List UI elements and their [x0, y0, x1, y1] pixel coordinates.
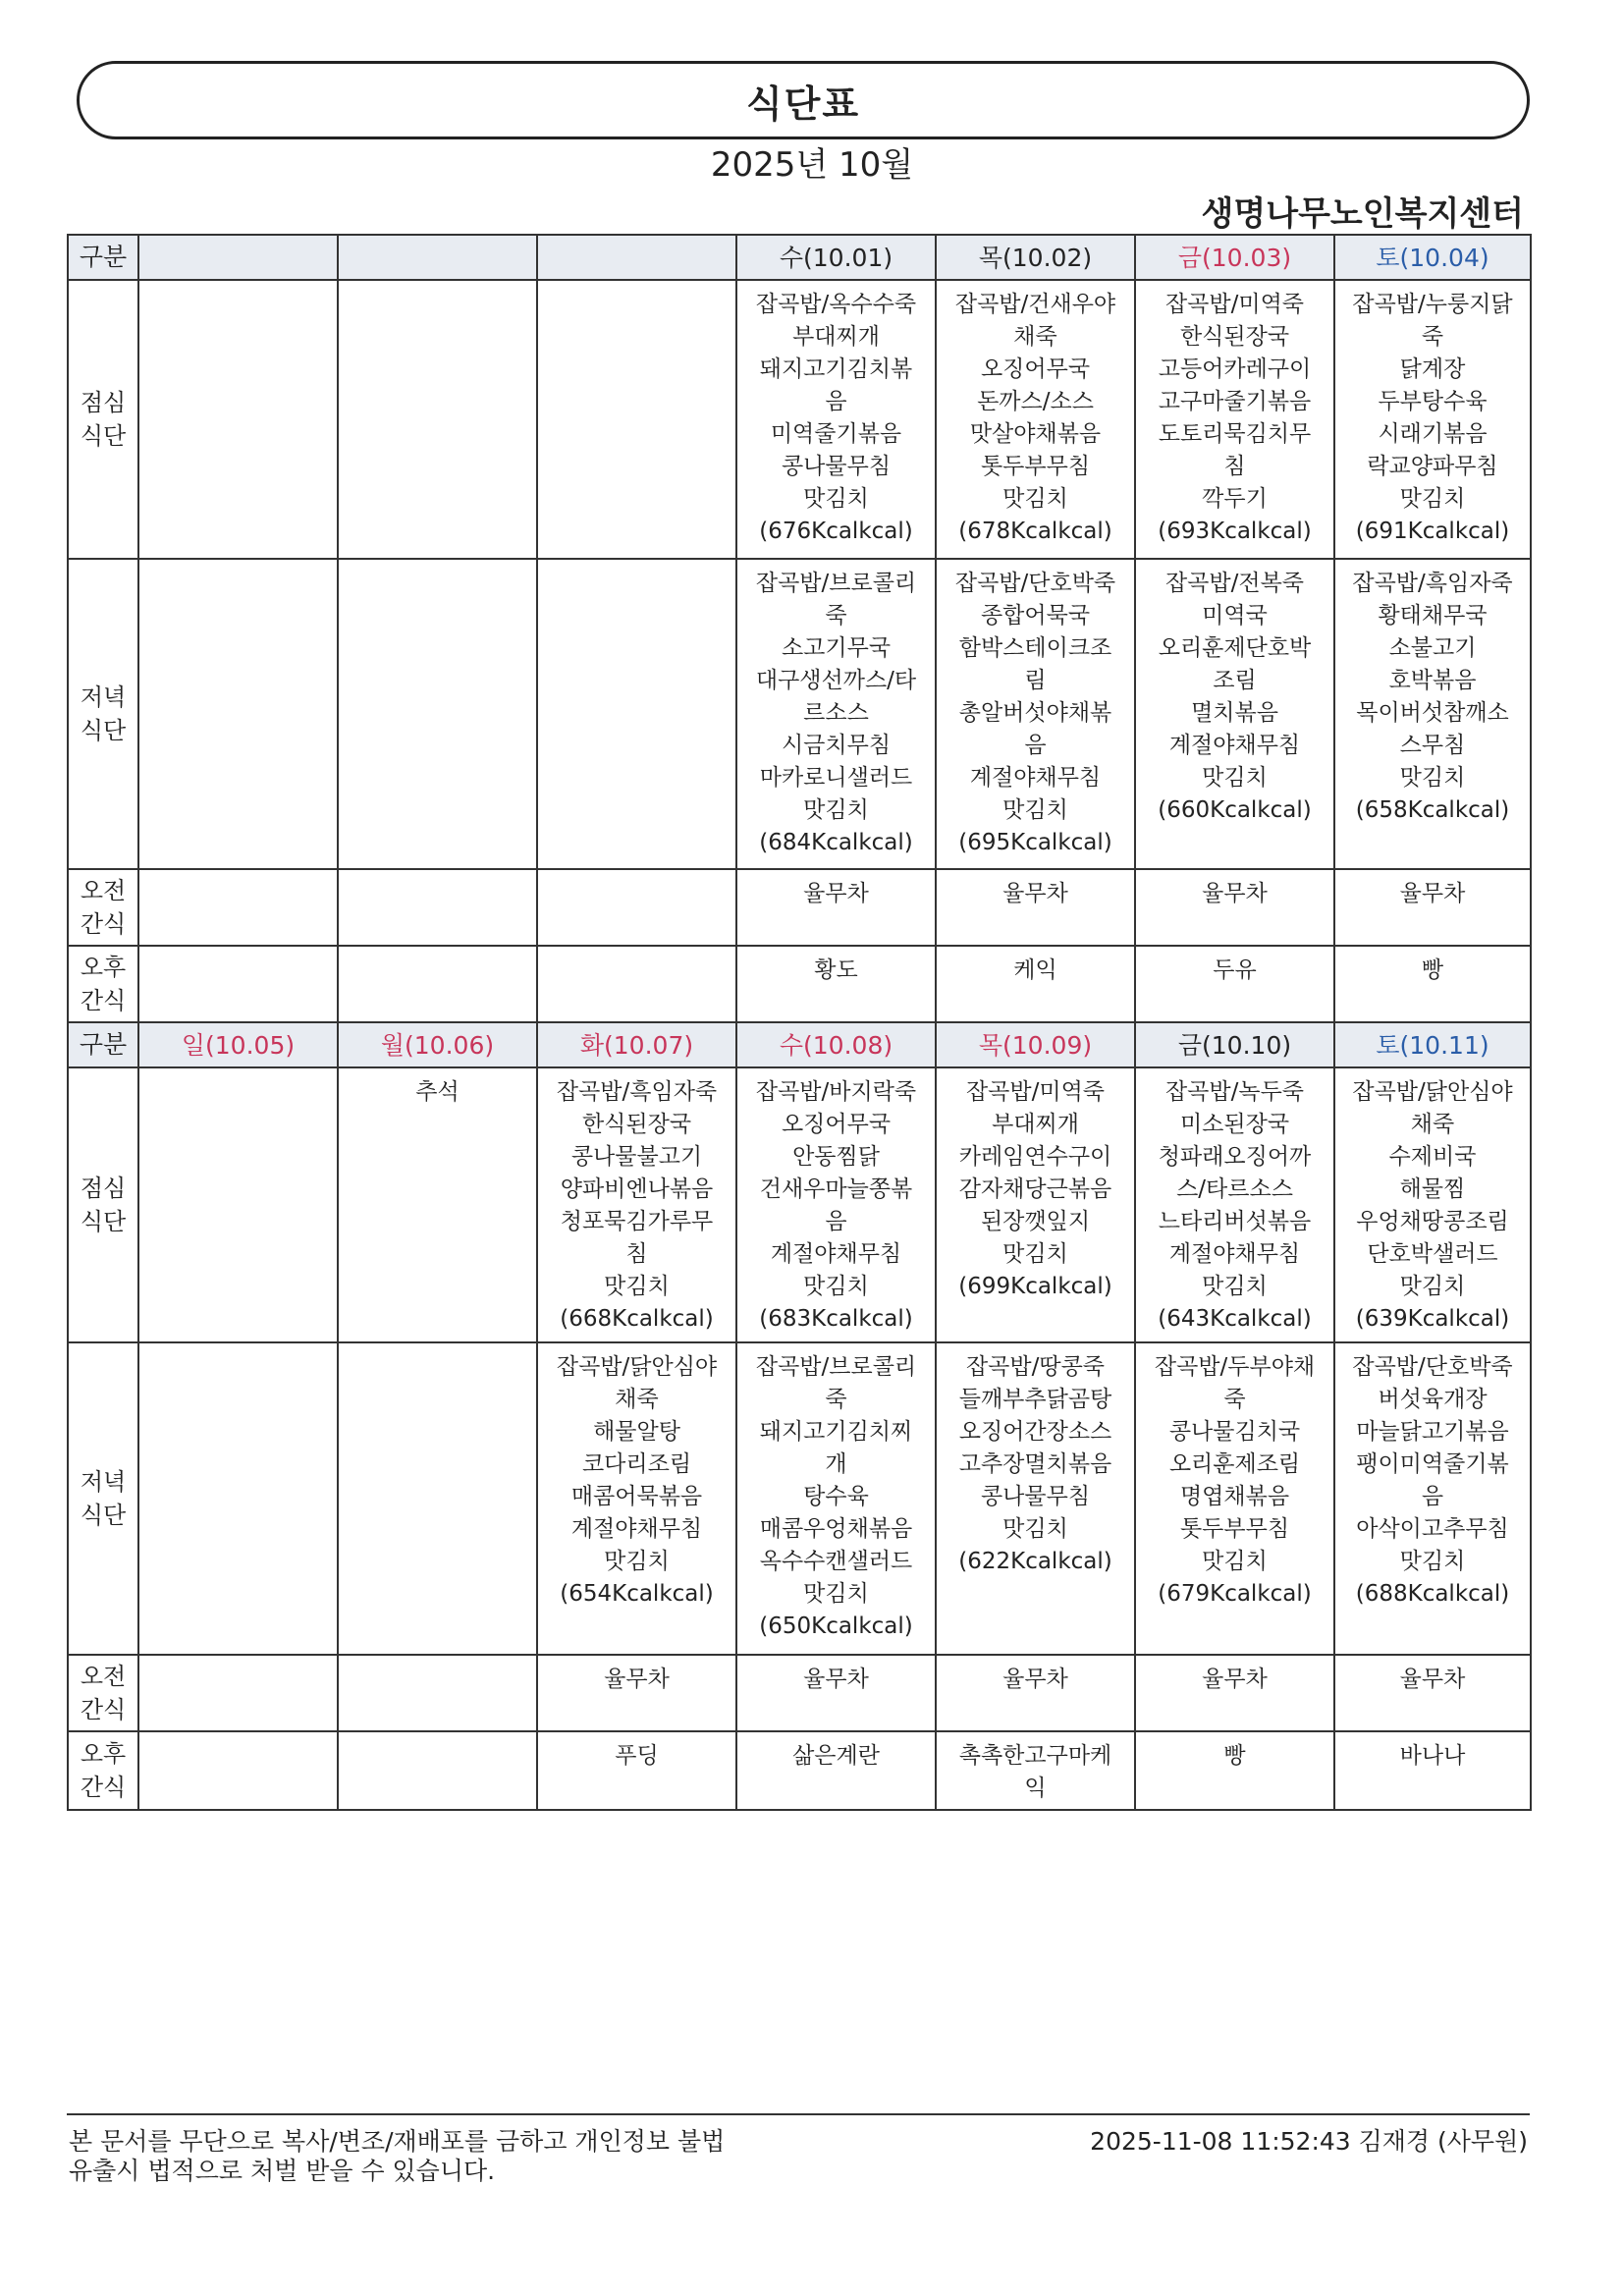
menu-item: 잡곡밥/미역죽 [1164, 292, 1305, 317]
menu-item: 잡곡밥/닭안심야 [556, 1354, 718, 1380]
menu-item: (679Kcalkcal) [1158, 1581, 1312, 1607]
menu-item: 계절야채무침 [570, 1516, 703, 1542]
menu-item: 된장깻잎지 [980, 1209, 1091, 1234]
menu-item: 청파래오징어까 [1158, 1144, 1312, 1170]
dinner-cell [537, 1342, 736, 1655]
menu-item: 시래기볶음 [1378, 421, 1488, 447]
menu-item: 맛김치 [803, 1274, 869, 1299]
menu-item: 르소스 [803, 700, 869, 726]
menu-item: 침 [625, 1241, 648, 1267]
menu-item: (693Kcalkcal) [1158, 519, 1312, 544]
menu-item: 맛김치 [1002, 797, 1068, 823]
menu-item: 케익 [1013, 957, 1057, 983]
menu-item: 버섯육개장 [1378, 1387, 1488, 1412]
menu-item: 맛김치 [1399, 765, 1466, 791]
menu-item: 고등어카레구이 [1158, 356, 1312, 382]
menu-item: 미역줄기볶음 [770, 421, 902, 447]
menu-item: 함박스테이크조 [958, 635, 1112, 661]
menu-item: 죽 [825, 1387, 847, 1412]
menu-item: 맛김치 [604, 1274, 670, 1299]
day-header-row [68, 1022, 1531, 1067]
menu-item: 잡곡밥/단호박죽 [1352, 1354, 1513, 1380]
am-snack-label-text: 간식 [80, 910, 127, 938]
dinner-row [68, 559, 1531, 869]
menu-item: 빵 [1223, 1743, 1246, 1769]
dinner-cell [338, 1342, 537, 1655]
footer-notice-line1: 본 문서를 무단으로 복사/변조/재배포를 금하고 개인정보 불법 [69, 2127, 726, 2156]
menu-item: 도토리묵김치무 [1158, 421, 1312, 447]
menu-item: (684Kcalkcal) [759, 830, 913, 855]
footer-printed-info: 2025-11-08 11:52:43 김재경 (사무원) [1090, 2127, 1528, 2156]
menu-item: 죽 [825, 603, 847, 629]
menu-item: (688Kcalkcal) [1355, 1581, 1510, 1607]
menu-table [67, 234, 1532, 1811]
menu-item: 맛김치 [1399, 1549, 1466, 1574]
menu-item: 마카로니샐러드 [759, 765, 913, 791]
menu-item: 맛살야채볶음 [969, 421, 1102, 447]
pm-snack-label [68, 1731, 138, 1810]
day-header: 월(10.06) [338, 1022, 537, 1067]
day-header: 토(10.11) [1334, 1022, 1531, 1067]
day-header: 수(10.01) [736, 235, 936, 280]
menu-item: 삶은계란 [792, 1743, 880, 1769]
am-snack-cell: 율무차 [736, 1655, 936, 1731]
lunch-label [68, 1067, 138, 1342]
am-snack-cell: 율무차 [1334, 1655, 1531, 1731]
menu-item: 부대찌개 [992, 1112, 1079, 1137]
menu-item: 채죽 [615, 1387, 659, 1412]
dinner-cell [936, 559, 1135, 869]
menu-item: 들깨부추닭곰탕 [958, 1387, 1112, 1412]
dinner-cell [1135, 1342, 1334, 1655]
menu-item: 톳두부무침 [980, 454, 1091, 479]
pm-snack-cell [338, 1731, 537, 1810]
menu-item: (654Kcalkcal) [560, 1581, 714, 1607]
am-snack-cell: 율무차 [936, 1655, 1135, 1731]
menu-item: 음 [825, 389, 847, 414]
menu-item: 잡곡밥/두부야채 [1154, 1354, 1316, 1380]
menu-item: 우엉채땅콩조림 [1356, 1209, 1509, 1234]
menu-item: 목이버섯참깨소 [1356, 700, 1509, 726]
am-snack-row [68, 869, 1531, 946]
menu-item: 미역국 [1202, 603, 1268, 629]
dinner-label-text: 저녁 [80, 1468, 127, 1496]
pm-snack-cell [138, 946, 338, 1022]
menu-item: 대구생선까스/타 [755, 668, 917, 693]
menu-item: 촉촉한고구마케 [958, 1743, 1112, 1769]
menu-item: 죽 [1421, 324, 1444, 350]
pm-snack-cell [1135, 946, 1334, 1022]
dinner-cell [936, 1342, 1135, 1655]
day-header: 금(10.03) [1135, 235, 1334, 280]
menu-item: 카레임연수구이 [958, 1144, 1112, 1170]
lunch-cell [338, 280, 537, 559]
am-snack-cell: 율무차 [1135, 869, 1334, 946]
menu-item: 호박볶음 [1388, 668, 1477, 693]
menu-item: 잡곡밥/흑임자죽 [1352, 571, 1513, 596]
dinner-cell [736, 1342, 936, 1655]
am-snack-label-text: 오전 [80, 1663, 127, 1690]
lunch-cell [1135, 280, 1334, 559]
am-snack-cell: 율무차 [736, 869, 936, 946]
menu-item: 맛김치 [1002, 1241, 1068, 1267]
am-snack-cell [338, 869, 537, 946]
pm-snack-label-text: 오후 [80, 1740, 127, 1768]
menu-item: 수제비국 [1388, 1144, 1477, 1170]
lunch-cell [936, 280, 1135, 559]
day-header: 금(10.10) [1135, 1022, 1334, 1067]
lunch-cell [338, 1067, 537, 1342]
pm-snack-cell [1334, 1731, 1531, 1810]
am-snack-label-text: 간식 [80, 1696, 127, 1723]
day-header [138, 235, 338, 280]
menu-item: 깍두기 [1202, 486, 1268, 512]
menu-item: 황도 [814, 957, 858, 983]
menu-item: 계절야채무침 [1168, 733, 1301, 758]
day-header: 일(10.05) [138, 1022, 338, 1067]
menu-item: 닭계장 [1399, 356, 1466, 382]
pm-snack-label [68, 946, 138, 1022]
menu-item: 명엽채볶음 [1179, 1484, 1290, 1509]
menu-item: 익 [1024, 1776, 1047, 1801]
dinner-cell [338, 559, 537, 869]
am-snack-cell [138, 869, 338, 946]
am-snack-cell [138, 1655, 338, 1731]
menu-item: 락교양파무침 [1367, 454, 1498, 479]
dinner-label-text: 식단 [80, 717, 127, 744]
lunch-cell [1135, 1067, 1334, 1342]
lunch-row [68, 280, 1531, 559]
pm-snack-cell [736, 946, 936, 1022]
pm-snack-cell [537, 946, 736, 1022]
lunch-cell [936, 1067, 1135, 1342]
menu-item: 미소된장국 [1179, 1112, 1290, 1137]
dinner-label [68, 559, 138, 869]
lunch-row [68, 1067, 1531, 1342]
pm-snack-cell [936, 1731, 1135, 1810]
menu-item: 잡곡밥/흑임자죽 [556, 1079, 718, 1105]
pm-snack-cell [537, 1731, 736, 1810]
menu-item: 두유 [1213, 957, 1257, 983]
menu-item: 맛김치 [803, 486, 869, 512]
title-box [77, 61, 1530, 139]
menu-item: 맛김치 [1002, 1516, 1068, 1542]
menu-item: (699Kcalkcal) [958, 1274, 1112, 1299]
menu-item: 매콤어묵볶음 [570, 1484, 703, 1509]
day-header: 목(10.09) [936, 1022, 1135, 1067]
menu-item: 음 [825, 1209, 847, 1234]
menu-item: 감자채당근볶음 [958, 1176, 1112, 1202]
menu-item: 빵 [1421, 957, 1444, 983]
menu-item: 잡곡밥/건새우야 [954, 292, 1116, 317]
menu-item: 오리훈제조림 [1168, 1451, 1301, 1477]
menu-item: 맛김치 [1202, 1549, 1268, 1574]
menu-item: 맛김치 [803, 797, 869, 823]
menu-item: (678Kcalkcal) [958, 519, 1112, 544]
menu-item: 잡곡밥/닭안심야 [1352, 1079, 1513, 1105]
menu-item: (691Kcalkcal) [1355, 519, 1510, 544]
menu-item: 맛김치 [1399, 486, 1466, 512]
lunch-label-text: 식단 [80, 1208, 127, 1235]
menu-item: 림 [1024, 668, 1047, 693]
menu-item: 잡곡밥/옥수수죽 [755, 292, 917, 317]
day-header-row [68, 235, 1531, 280]
pm-snack-label-text: 오후 [80, 954, 127, 981]
pm-snack-cell [936, 946, 1135, 1022]
menu-item: 양파비엔나볶음 [560, 1176, 714, 1202]
menu-item: (660Kcalkcal) [1158, 797, 1312, 823]
am-snack-label [68, 1655, 138, 1731]
menu-item: 계절야채무침 [770, 1241, 902, 1267]
menu-item: 돼지고기김치볶 [759, 356, 913, 382]
am-snack-cell [537, 869, 736, 946]
menu-item: 잡곡밥/전복죽 [1164, 571, 1305, 596]
menu-item: 돈까스/소스 [977, 389, 1094, 414]
menu-item: 해물알탕 [593, 1419, 680, 1445]
lunch-cell [1334, 280, 1531, 559]
menu-item: (668Kcalkcal) [560, 1306, 714, 1332]
menu-item: 맛김치 [604, 1549, 670, 1574]
menu-item: 계절야채무침 [1168, 1241, 1301, 1267]
lunch-cell [1334, 1067, 1531, 1342]
am-snack-cell: 율무차 [1135, 1655, 1334, 1731]
am-snack-label-text: 오전 [80, 877, 127, 904]
lunch-label-text: 점심 [80, 389, 127, 416]
menu-item: 소불고기 [1388, 635, 1477, 661]
menu-item: 아삭이고추무침 [1356, 1516, 1509, 1542]
menu-item: 바나나 [1399, 1743, 1466, 1769]
menu-item: 코다리조림 [581, 1451, 692, 1477]
dinner-label-text: 식단 [80, 1502, 127, 1529]
footer-divider [67, 2113, 1530, 2115]
lunch-label-text: 식단 [80, 422, 127, 450]
menu-item: 맛김치 [1002, 486, 1068, 512]
menu-item: 오징어무국 [781, 1112, 892, 1137]
menu-item: (683Kcalkcal) [759, 1306, 913, 1332]
pm-snack-cell [1334, 946, 1531, 1022]
pm-snack-row [68, 946, 1531, 1022]
dinner-cell [1135, 559, 1334, 869]
menu-item: 잡곡밥/단호박죽 [954, 571, 1116, 596]
menu-item: (658Kcalkcal) [1355, 797, 1510, 823]
dinner-cell [736, 559, 936, 869]
menu-item: 죽 [1223, 1387, 1246, 1412]
lunch-cell [537, 280, 736, 559]
menu-item: 단호박샐러드 [1367, 1241, 1498, 1267]
menu-item: 잡곡밥/누룽지닭 [1352, 292, 1513, 317]
menu-item: 안동찜닭 [792, 1144, 880, 1170]
menu-item: 멸치볶음 [1191, 700, 1278, 726]
dinner-cell [1334, 1342, 1531, 1655]
menu-item: 부대찌개 [792, 324, 880, 350]
menu-item: 스/타르소스 [1176, 1176, 1293, 1202]
menu-item: 청포묵김가루무 [560, 1209, 714, 1234]
menu-item: 매콤우엉채볶음 [759, 1516, 913, 1542]
menu-item: 푸딩 [615, 1743, 659, 1769]
menu-item: 계절야채무침 [969, 765, 1102, 791]
menu-item: 채죽 [1013, 324, 1057, 350]
menu-item: 콩나물무침 [980, 1484, 1091, 1509]
menu-item: 오리훈제단호박 [1158, 635, 1312, 661]
menu-item: 맛김치 [1399, 1274, 1466, 1299]
am-snack-label [68, 869, 138, 946]
menu-item: 잡곡밥/바지락죽 [755, 1079, 917, 1105]
menu-item: 채죽 [1410, 1112, 1455, 1137]
page-title: 식단표 [745, 82, 861, 126]
organization-name: 생명나무노인복지센터 [1201, 194, 1524, 234]
dinner-cell [537, 559, 736, 869]
pm-snack-label-text: 간식 [80, 987, 127, 1014]
menu-item: (622Kcalkcal) [958, 1549, 1112, 1574]
menu-item: 황태채무국 [1378, 603, 1488, 629]
menu-item: (695Kcalkcal) [958, 830, 1112, 855]
menu-item: 두부탕수육 [1378, 389, 1488, 414]
dinner-cell [138, 1342, 338, 1655]
menu-item: (643Kcalkcal) [1158, 1306, 1312, 1332]
menu-item: 건새우마늘쫑볶 [759, 1176, 913, 1202]
menu-item: 맛김치 [803, 1581, 869, 1607]
menu-item: 톳두부무침 [1179, 1516, 1290, 1542]
menu-item: 고추장멸치볶음 [958, 1451, 1112, 1477]
menu-item: 잡곡밥/땅콩죽 [965, 1354, 1106, 1380]
menu-item: 마늘닭고기볶음 [1356, 1419, 1509, 1445]
pm-snack-row [68, 1731, 1531, 1810]
menu-item: 맛김치 [1202, 1274, 1268, 1299]
menu-item: 팽이미역줄기볶 [1356, 1451, 1509, 1477]
pm-snack-label-text: 간식 [80, 1774, 127, 1801]
menu-item: 개 [825, 1451, 847, 1477]
dinner-label-text: 저녁 [80, 683, 127, 711]
am-snack-cell: 율무차 [537, 1655, 736, 1731]
menu-item: 잡곡밥/녹두죽 [1164, 1079, 1305, 1105]
pm-snack-cell [338, 946, 537, 1022]
menu-item: (650Kcalkcal) [759, 1613, 913, 1639]
lunch-label-text: 점심 [80, 1175, 127, 1202]
menu-item: 종합어묵국 [980, 603, 1091, 629]
lunch-cell [138, 280, 338, 559]
menu-item: 콩나물무침 [781, 454, 892, 479]
menu-item: 소고기무국 [781, 635, 892, 661]
menu-item: 스무침 [1399, 733, 1466, 758]
menu-item: 오징어간장소스 [958, 1419, 1112, 1445]
footer-notice [69, 2127, 725, 2186]
menu-item: 맛김치 [1202, 765, 1268, 791]
dinner-cell [138, 559, 338, 869]
menu-item: 추석 [415, 1079, 460, 1105]
menu-item: 콩나물김치국 [1168, 1419, 1301, 1445]
dinner-label [68, 1342, 138, 1655]
category-label: 구분 [68, 1022, 138, 1067]
am-snack-cell: 율무차 [936, 869, 1135, 946]
menu-item: 탕수육 [803, 1484, 869, 1509]
lunch-cell [138, 1067, 338, 1342]
menu-item: 조림 [1213, 668, 1257, 693]
lunch-cell [736, 1067, 936, 1342]
day-header [537, 235, 736, 280]
menu-item: 오징어무국 [980, 356, 1091, 382]
day-header [338, 235, 537, 280]
menu-item: 잡곡밥/미역죽 [965, 1079, 1106, 1105]
menu-item: 고구마줄기볶음 [1158, 389, 1312, 414]
menu-item: 잡곡밥/브로콜리 [755, 1354, 917, 1380]
menu-item: 돼지고기김치찌 [759, 1419, 913, 1445]
lunch-cell [736, 280, 936, 559]
menu-item: 잡곡밥/브로콜리 [755, 571, 917, 596]
day-header: 화(10.07) [537, 1022, 736, 1067]
lunch-label [68, 280, 138, 559]
menu-item: 콩나물불고기 [570, 1144, 703, 1170]
pm-snack-cell [736, 1731, 936, 1810]
lunch-cell [537, 1067, 736, 1342]
day-header: 목(10.02) [936, 235, 1135, 280]
day-header: 수(10.08) [736, 1022, 936, 1067]
menu-item: 시금치무침 [781, 733, 892, 758]
menu-item: (639Kcalkcal) [1355, 1306, 1510, 1332]
pm-snack-cell [1135, 1731, 1334, 1810]
menu-item: 한식된장국 [581, 1112, 692, 1137]
menu-item: 음 [1024, 733, 1047, 758]
menu-item: 옥수수캔샐러드 [759, 1549, 913, 1574]
menu-item: (676Kcalkcal) [759, 519, 913, 544]
category-label: 구분 [68, 235, 138, 280]
menu-item: 한식된장국 [1179, 324, 1290, 350]
month-label: 2025년 10월 [710, 145, 914, 185]
dinner-cell [1334, 559, 1531, 869]
pm-snack-cell [138, 1731, 338, 1810]
menu-item: 총알버섯야채볶 [958, 700, 1112, 726]
menu-item: 침 [1223, 454, 1246, 479]
footer-notice-line2: 유출시 법적으로 처벌 받을 수 있습니다. [69, 2157, 496, 2185]
menu-item: 느타리버섯볶음 [1158, 1209, 1312, 1234]
am-snack-cell [338, 1655, 537, 1731]
am-snack-row [68, 1655, 1531, 1731]
menu-item: 음 [1421, 1484, 1444, 1509]
day-header: 토(10.04) [1334, 235, 1531, 280]
dinner-row [68, 1342, 1531, 1655]
am-snack-cell: 율무차 [1334, 869, 1531, 946]
menu-item: 해물찜 [1399, 1176, 1466, 1202]
